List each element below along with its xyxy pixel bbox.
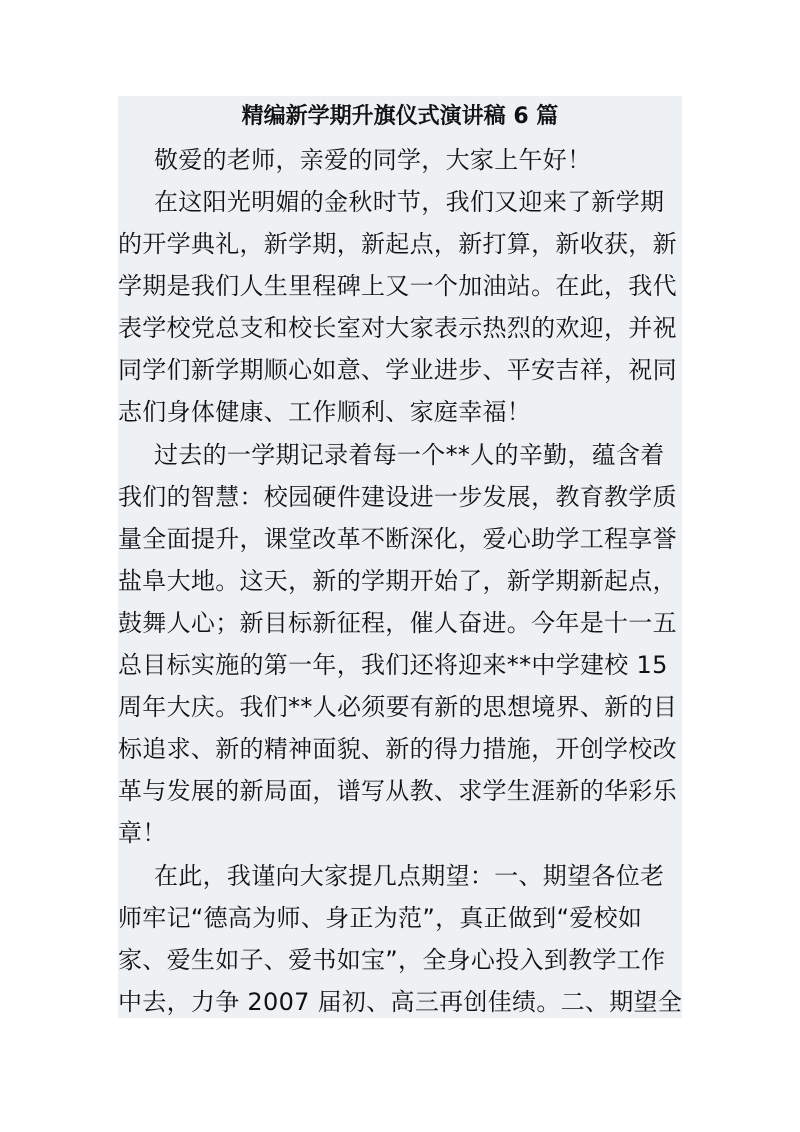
paragraph-line: 志们身体健康、工作顺利、家庭幸福！ <box>118 398 532 426</box>
paragraph-line: 周年大庆。我们**人必须要有新的思想境界、新的目 <box>118 693 678 721</box>
paragraph-line: 革与发展的新局面，谱写从教、求学生涯新的华彩乐 <box>118 777 677 805</box>
paragraph-line: 表学校党总支和校长室对大家表示热烈的欢迎，并祝 <box>118 314 677 342</box>
paragraph-line: 章！ <box>118 819 167 847</box>
document-title: 精编新学期升旗仪式演讲稿 6 篇 <box>241 104 559 129</box>
paragraph-line: 过去的一学期记录着每一个**人的辛勤，蕴含着 <box>154 441 665 469</box>
paragraph-line: 盐阜大地。这天，新的学期开始了，新学期新起点， <box>118 567 677 595</box>
paragraph-line: 在这阳光明媚的金秋时节，我们又迎来了新学期 <box>154 188 665 216</box>
paragraph-line: 学期是我们人生里程碑上又一个加油站。在此，我代 <box>118 272 677 300</box>
paragraph-line: 我们的智慧：校园硬件建设进一步发展，教育教学质 <box>118 483 677 511</box>
paragraph-line: 师牢记“德高为师、身正为范”，真正做到“爱校如 <box>118 904 643 932</box>
paragraph-line: 中去，力争 2007 届初、高三再创佳绩。二、期望全 <box>118 988 683 1016</box>
paragraph-line: 家、爱生如子、爱书如宝”，全身心投入到教学工作 <box>118 946 666 974</box>
paragraph-line: 同学们新学期顺心如意、学业进步、平安吉祥，祝同 <box>118 356 677 384</box>
paragraph-line: 在此，我谨向大家提几点期望：一、期望各位老 <box>154 862 665 890</box>
paragraph-line: 量全面提升，课堂改革不断深化，爱心助学工程享誉 <box>118 525 677 553</box>
paragraph-line: 鼓舞人心；新目标新征程，催人奋进。今年是十一五 <box>118 609 677 637</box>
paragraph-line: 敬爱的老师，亲爱的同学，大家上午好！ <box>154 146 592 174</box>
paragraph-line: 总目标实施的第一年，我们还将迎来**中学建校 15 <box>118 651 668 679</box>
paragraph-line: 标追求、新的精神面貌、新的得力措施，开创学校改 <box>118 735 677 763</box>
paragraph-line: 的开学典礼，新学期，新起点，新打算，新收获，新 <box>118 230 677 258</box>
